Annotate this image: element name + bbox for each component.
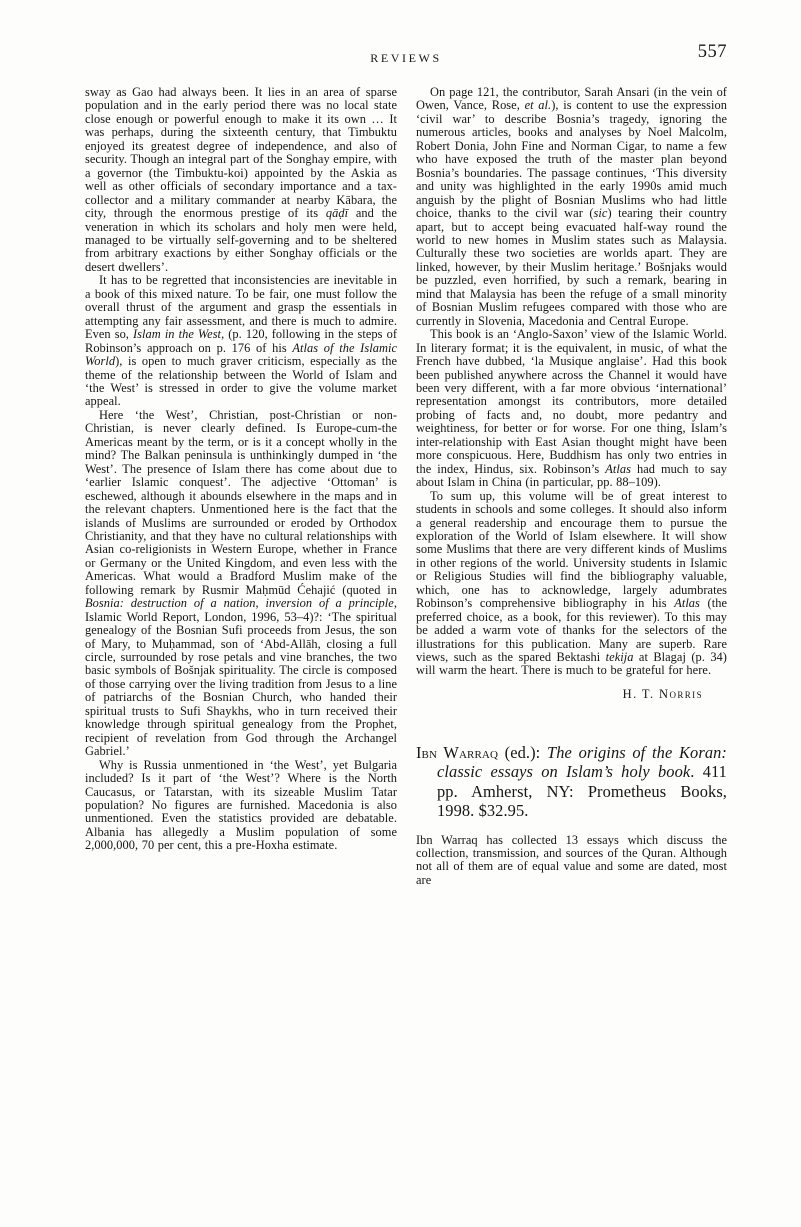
- review-paragraph: [416, 490, 727, 678]
- text-segment: The origins of the Koran: classic essays on Islam’s holy book: [437, 742, 727, 782]
- text-segment: sic: [593, 206, 608, 221]
- text-segment: sway as Gao had always been. It lies in an area of sparse population and in the early period there was no local state close enough or powerful enough to make it its own … It was perhaps, during the sixteenth century, that Timbuktu enjoyed its greatest degree of independence, and also of security. Though an integral part of the Songhay empire, with a governor (the Timbuktu-koi) appointed by the Askia as well as other officials of secondary importance and a tax-collector and a military commander at nearby Kābara, the city, through the enormous prestige of its: [85, 85, 397, 221]
- text-segment: On page 121, the contributor, Sarah Ansari (in the vein of Owen, Vance, Rose,: [416, 85, 727, 113]
- running-header: [85, 42, 727, 70]
- book-review-heading: [416, 743, 727, 821]
- text-segment: Here ‘the West’, Christian, post-Christian or non-Christian, is never clearly defined. Is Europe-cum-the Americas meant by the term, or is it a concept wholly in the mind? The Balkan peninsula is unthinkingly dumped in ‘the West’. The presence of Islam there has come about due to ‘earlier Islamic conquest’. The adjective ‘Ottoman’ is eschewed, although it abounds elsewhere in the maps and in the relevant chapters. Unmentioned here is the fact that the islands of Muslims are surrounded or eroded by Orthodox Christianity, and that they have no cultural relationships with Asian co-religionists in Western Europe, whether in France or Germany or the United Kingdom, and even less with the Americas. What would a Bradford Muslim make of the following remark by Rusmir Maḥmūd Ćehajić (quoted in: [85, 407, 397, 597]
- text-segment: and the veneration in which its scholars and holy men were held, managed to be virtually self-governing and to be sheltered from arbitrary exactions by either Songhay officials or the desert dwellers’.: [85, 206, 397, 274]
- left-column: [85, 86, 397, 853]
- review-paragraph: [416, 328, 727, 489]
- text-segment: ), is content to use the expression ‘civil war’ to describe Bosnia’s tragedy, ignoring the numerous articles, books and analyses by Noel Malcolm, Robert Donia, John Fine and Norman Cigar, to name a few who have exposed the truth of the master plan beyond Bosnia’s boundaries. The passage continues, ‘This diversity and unity was highlighted in the early 1990s amid much anguish by the plight of Bosnian Muslims who had little choice, thanks to the civil war (: [416, 98, 728, 221]
- review-paragraph: [85, 274, 397, 409]
- text-segment: This book is an ‘Anglo-Saxon’ view of the Islamic World. In literary format; it is the equivalent, in music, of what the French have dubbed, ‘la Musique anglaise’. Had this book been published anywhere across the Channel it would have been very different, with a far more obvious ‘international’ representation amongst its contributors, more detailed probing of facts and, no doubt, more pedantry and weightiness, for better or for worse. For one thing, Islam’s inter-relationship with East Asian thought might have been more conspicuous. Here, Buddhism has only two entries in the index, Hindus, six. Robinson’s: [416, 327, 727, 476]
- text-segment: at Blagaj (p. 34) will warm the heart. There is much to be grateful for here.: [416, 650, 727, 678]
- reviewer-signature: [416, 687, 703, 702]
- text-segment: et al.: [524, 98, 552, 113]
- text-segment: , (p. 120, following in the steps of Robinson’s approach on p. 176 of his: [85, 327, 397, 355]
- review-paragraph: [85, 86, 397, 274]
- text-segment: Atlas: [674, 596, 700, 611]
- text-segment: had much to say about Islam in China (in particular, pp. 88–109).: [416, 461, 727, 490]
- text-segment: ) tearing their country apart, but to accept being evacuated half-way round the world to new homes in Muslim states such as Malaysia. Culturally these two societies are worlds apart. They are linked, however, by their Muslim heritage.’ Bošnjaks would be puzzled, even horrified, by such a remark, bearing in mind that Malaysia has been the refuge of a small minority of Bosnian Muslim refugees compared with those who are currently in Slovenia, Macedonia and Central Europe.: [416, 206, 727, 328]
- text-segment: . 411 pp. Amherst, NY: Prometheus Books, 1998. $32.95.: [437, 762, 727, 821]
- text-segment: Ibn Warraq has collected 13 essays which discuss the collection, transmission, and sources of the Quran. Although not all of them are of equal value and some are dated, most are: [416, 832, 727, 887]
- text-segment: H. T. Norris: [622, 686, 703, 701]
- review-paragraph: [416, 834, 727, 888]
- text-segment: Ibn Warraq: [416, 742, 498, 762]
- text-segment: Bosnia: destruction of a nation, inversion of a principle: [85, 596, 394, 611]
- running-title: REVIEWS: [370, 51, 442, 65]
- text-columns: [85, 86, 727, 887]
- text-segment: Atlas of the Islamic World: [85, 340, 398, 369]
- text-segment: It has to be regretted that inconsistencies are inevitable in a book of this mixed nature. To be fair, one must follow the overall thrust of the argument and grasp the essentials in attempting any fair assessment, and there is much to admire. Even so,: [85, 273, 397, 342]
- text-segment: Atlas: [605, 461, 631, 476]
- right-column: [416, 86, 727, 887]
- text-segment: Why is Russia unmentioned in ‘the West’, yet Bulgaria included? Is it part of ‘the West’? Where is the North Caucasus, or Tatarstan, with its sizeable Muslim Tatar population? No figures are furnished. Macedonia is also unmentioned. Even the statistics provided are debatable. Albania has allegedly a Muslim population of some 2,000,000, 70 per cent, this a pre-Hoxha estimate.: [85, 757, 397, 853]
- text-segment: (the preferred choice, as a book, for this reviewer). To this may be added a warm vote of thanks for the selectors of the illustrations for this publication. Many are superb. Rare views, such as the spared Bektashi: [416, 596, 728, 665]
- text-segment: qāḍī: [325, 206, 349, 221]
- text-segment: (ed.):: [498, 742, 547, 762]
- review-paragraph: [85, 409, 397, 759]
- text-segment: tekija: [605, 650, 634, 665]
- text-segment: Islam in the West: [133, 327, 222, 342]
- text-segment: ), is open to much graver criticism, especially as the theme of the relationship between the World of Islam and ‘the West’ is stressed in order to give the volume market appeal.: [85, 354, 397, 409]
- review-paragraph: [416, 86, 727, 328]
- page-number: 557: [697, 42, 727, 62]
- text-segment: To sum up, this volume will be of great interest to students in schools and some colleges. It should also inform a general readership and encourage them to pursue the exploration of the World of Islam elsewhere. It will show some Muslims that there are very different kinds of Muslims in other regions of the world. University students in Islamic or Religious Studies will find the bibliography valuable, which, one has to acknowledge, largely adumbrates Robinson’s comprehensive bibliography in his: [416, 488, 727, 611]
- review-paragraph: [85, 759, 397, 853]
- text-segment: , Islamic World Report, London, 1996, 53–4)?: ‘The spiritual genealogy of the Bosnian Sufi proceeds from Jesus, the son of Mary, to Muḥammad, son of ‘Abd-Allāh, closing a full circle, surrounded by rose petals and vine branches, the two basic symbols of Bošnjak spirituality. The circle is composed of those carrying over the living tradition from Jesus to a line of patriarchs of the Bosnian Church, who handed their spiritual trusts to Sufi Shaykhs, who in turn received their knowledge through spiritual genealogy from the Prophet, recipient of revelation from God through the Archangel Gabriel.’: [85, 596, 397, 759]
